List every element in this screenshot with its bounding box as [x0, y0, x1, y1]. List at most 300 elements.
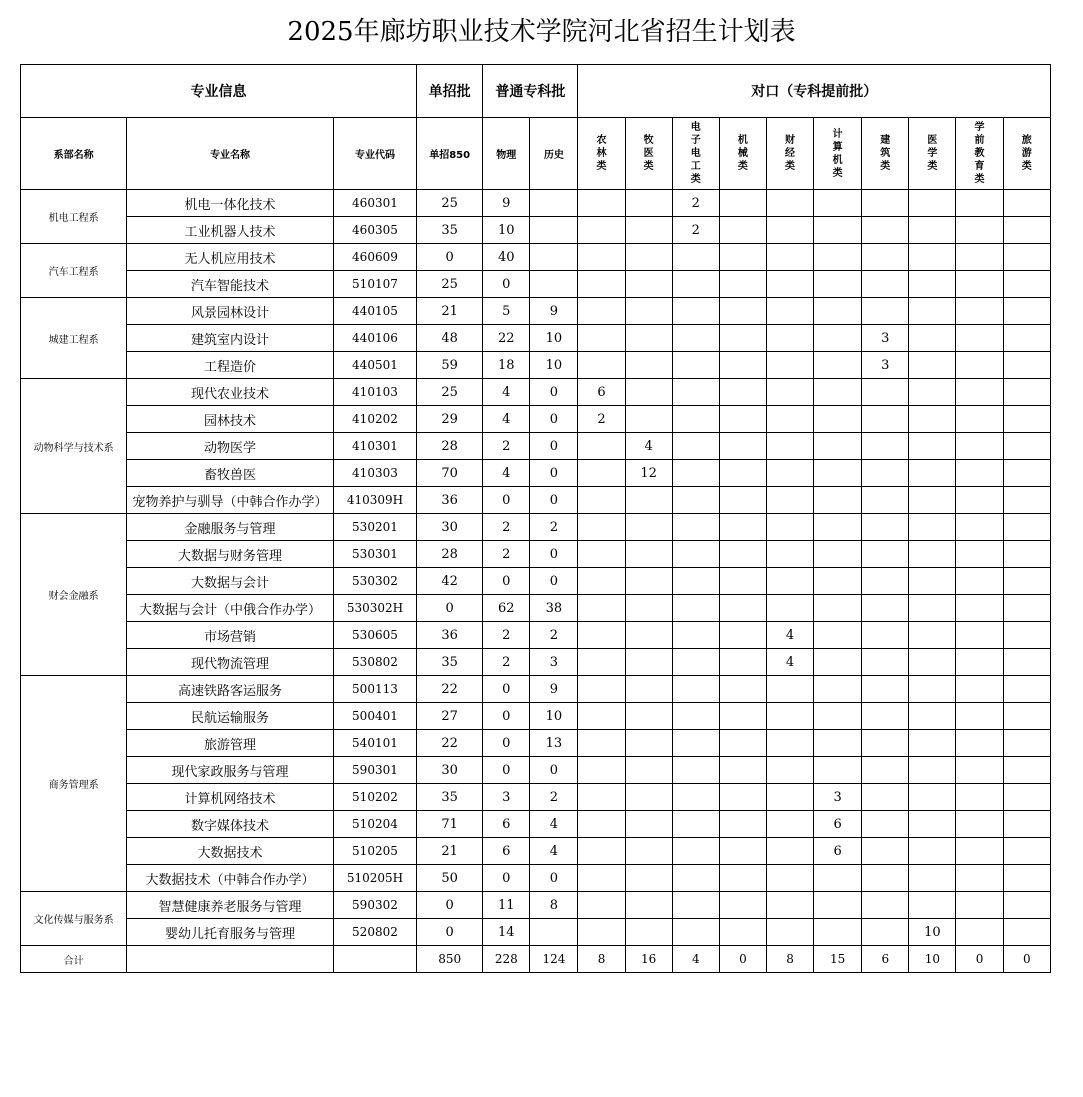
major-name-cell: 建筑室内设计 — [127, 325, 334, 352]
col-header-jixie — [719, 118, 766, 190]
dan-cell: 0 — [417, 919, 483, 946]
dianzi-cell — [672, 595, 719, 622]
jisuanji-cell — [814, 298, 862, 325]
lvyou-cell — [1003, 622, 1050, 649]
dianzi-cell — [672, 487, 719, 514]
yixue-cell — [909, 352, 956, 379]
jianzhu-cell — [862, 676, 909, 703]
xueqian-cell — [956, 271, 1003, 298]
lvyou-cell — [1003, 460, 1050, 487]
code-cell: 440105 — [333, 298, 416, 325]
col-header-jixie-label: 机械类 — [737, 135, 748, 172]
dept-name-cell: 财会金融系 — [21, 514, 127, 676]
dept-name-cell: 城建工程系 — [21, 298, 127, 379]
col-header-major: 专业名称 — [127, 118, 334, 190]
dianzi-cell — [672, 784, 719, 811]
jianzhu-cell — [862, 217, 909, 244]
yixue-cell — [909, 892, 956, 919]
col-header-jianzhu-label: 建筑类 — [880, 135, 891, 172]
dan-cell: 28 — [417, 433, 483, 460]
dan-cell: 0 — [417, 892, 483, 919]
yixue-cell — [909, 703, 956, 730]
yixue-cell — [909, 217, 956, 244]
dianzi-cell — [672, 865, 719, 892]
major-name-cell: 计算机网络技术 — [127, 784, 334, 811]
major-name-cell: 高速铁路客运服务 — [127, 676, 334, 703]
group-header-dan: 单招批 — [417, 65, 483, 118]
wuli-cell: 2 — [483, 622, 530, 649]
dianzi-cell — [672, 298, 719, 325]
code-cell: 540101 — [333, 730, 416, 757]
nonglin-cell — [578, 730, 625, 757]
muyi-cell — [625, 811, 672, 838]
table-row — [21, 541, 1051, 568]
jisuanji-cell — [814, 352, 862, 379]
caijing-cell — [766, 298, 813, 325]
dan-cell: 36 — [417, 622, 483, 649]
wuli-cell: 62 — [483, 595, 530, 622]
dianzi-cell — [672, 892, 719, 919]
yixue-cell — [909, 757, 956, 784]
code-cell: 530302H — [333, 595, 416, 622]
xueqian-cell — [956, 325, 1003, 352]
xueqian-cell — [956, 676, 1003, 703]
lvyou-cell — [1003, 325, 1050, 352]
code-cell: 590302 — [333, 892, 416, 919]
lishi-cell: 9 — [530, 676, 578, 703]
lishi-cell: 0 — [530, 541, 578, 568]
jisuanji-cell — [814, 406, 862, 433]
jianzhu-cell — [862, 784, 909, 811]
lishi-cell: 2 — [530, 514, 578, 541]
nonglin-cell — [578, 217, 625, 244]
code-cell: 460301 — [333, 190, 416, 217]
jixie-cell — [719, 676, 766, 703]
jianzhu-cell — [862, 190, 909, 217]
total-xueqian: 0 — [956, 946, 1003, 973]
yixue-cell — [909, 298, 956, 325]
muyi-cell — [625, 541, 672, 568]
lishi-cell — [530, 217, 578, 244]
jianzhu-cell — [862, 244, 909, 271]
major-name-cell: 大数据与财务管理 — [127, 541, 334, 568]
nonglin-cell — [578, 811, 625, 838]
dan-cell: 25 — [417, 379, 483, 406]
lvyou-cell — [1003, 865, 1050, 892]
dan-cell: 42 — [417, 568, 483, 595]
yixue-cell — [909, 514, 956, 541]
jianzhu-cell — [862, 865, 909, 892]
nonglin-cell — [578, 595, 625, 622]
wuli-cell: 2 — [483, 433, 530, 460]
jisuanji-cell — [814, 595, 862, 622]
table-row — [21, 433, 1051, 460]
lishi-cell: 9 — [530, 298, 578, 325]
xueqian-cell — [956, 514, 1003, 541]
wuli-cell: 0 — [483, 757, 530, 784]
nonglin-cell — [578, 460, 625, 487]
lishi-cell — [530, 244, 578, 271]
dianzi-cell — [672, 541, 719, 568]
wuli-cell: 5 — [483, 298, 530, 325]
major-name-cell: 机电一体化技术 — [127, 190, 334, 217]
dan-cell: 25 — [417, 271, 483, 298]
wuli-cell: 0 — [483, 271, 530, 298]
jianzhu-cell — [862, 568, 909, 595]
xueqian-cell — [956, 838, 1003, 865]
wuli-cell: 40 — [483, 244, 530, 271]
nonglin-cell — [578, 649, 625, 676]
dan-cell: 0 — [417, 595, 483, 622]
caijing-cell — [766, 838, 813, 865]
dan-cell: 22 — [417, 730, 483, 757]
major-name-cell: 大数据与会计 — [127, 568, 334, 595]
code-cell: 510205H — [333, 865, 416, 892]
dianzi-cell: 2 — [672, 190, 719, 217]
wuli-cell: 0 — [483, 703, 530, 730]
jianzhu-cell — [862, 460, 909, 487]
dianzi-cell — [672, 244, 719, 271]
lishi-cell: 0 — [530, 487, 578, 514]
caijing-cell — [766, 460, 813, 487]
xueqian-cell — [956, 190, 1003, 217]
col-header-jianzhu — [862, 118, 909, 190]
muyi-cell — [625, 514, 672, 541]
major-name-cell: 智慧健康养老服务与管理 — [127, 892, 334, 919]
caijing-cell — [766, 892, 813, 919]
col-header-code: 专业代码 — [333, 118, 416, 190]
table-row — [21, 217, 1051, 244]
table-row — [21, 271, 1051, 298]
total-caijing: 8 — [766, 946, 813, 973]
table-row — [21, 622, 1051, 649]
xueqian-cell — [956, 649, 1003, 676]
lishi-cell: 3 — [530, 649, 578, 676]
lvyou-cell — [1003, 838, 1050, 865]
dianzi-cell — [672, 919, 719, 946]
muyi-cell — [625, 325, 672, 352]
lishi-cell: 4 — [530, 838, 578, 865]
major-name-cell: 大数据技术（中韩合作办学） — [127, 865, 334, 892]
yixue-cell — [909, 487, 956, 514]
total-jianzhu: 6 — [862, 946, 909, 973]
total-wuli: 228 — [483, 946, 530, 973]
nonglin-cell — [578, 298, 625, 325]
muyi-cell — [625, 487, 672, 514]
table-row — [21, 865, 1051, 892]
total-muyi: 16 — [625, 946, 672, 973]
code-cell: 410303 — [333, 460, 416, 487]
dianzi-cell — [672, 325, 719, 352]
dan-cell: 27 — [417, 703, 483, 730]
jisuanji-cell — [814, 379, 862, 406]
yixue-cell — [909, 865, 956, 892]
dianzi-cell — [672, 757, 719, 784]
jianzhu-cell — [862, 271, 909, 298]
total-lvyou: 0 — [1003, 946, 1050, 973]
jixie-cell — [719, 595, 766, 622]
dan-cell: 59 — [417, 352, 483, 379]
dianzi-cell — [672, 649, 719, 676]
jixie-cell — [719, 406, 766, 433]
jixie-cell — [719, 217, 766, 244]
jisuanji-cell — [814, 541, 862, 568]
major-name-cell: 大数据技术 — [127, 838, 334, 865]
jisuanji-cell — [814, 514, 862, 541]
caijing-cell — [766, 190, 813, 217]
xueqian-cell — [956, 298, 1003, 325]
lishi-cell — [530, 190, 578, 217]
jianzhu-cell — [862, 379, 909, 406]
yixue-cell: 10 — [909, 919, 956, 946]
lvyou-cell — [1003, 244, 1050, 271]
table-row — [21, 190, 1051, 217]
lvyou-cell — [1003, 541, 1050, 568]
lvyou-cell — [1003, 676, 1050, 703]
dianzi-cell — [672, 460, 719, 487]
nonglin-cell — [578, 487, 625, 514]
code-cell: 530605 — [333, 622, 416, 649]
lishi-cell: 0 — [530, 757, 578, 784]
xueqian-cell — [956, 865, 1003, 892]
xueqian-cell — [956, 487, 1003, 514]
code-cell: 440501 — [333, 352, 416, 379]
code-cell: 410309H — [333, 487, 416, 514]
xueqian-cell — [956, 811, 1003, 838]
lvyou-cell — [1003, 487, 1050, 514]
yixue-cell — [909, 838, 956, 865]
jixie-cell — [719, 919, 766, 946]
muyi-cell — [625, 217, 672, 244]
caijing-cell — [766, 217, 813, 244]
dan-cell: 36 — [417, 487, 483, 514]
wuli-cell: 0 — [483, 676, 530, 703]
dept-name-cell: 商务管理系 — [21, 676, 127, 892]
xueqian-cell — [956, 379, 1003, 406]
lvyou-cell — [1003, 649, 1050, 676]
caijing-cell — [766, 487, 813, 514]
major-name-cell: 动物医学 — [127, 433, 334, 460]
jixie-cell — [719, 622, 766, 649]
code-cell: 530201 — [333, 514, 416, 541]
jianzhu-cell: 3 — [862, 352, 909, 379]
table-row — [21, 325, 1051, 352]
yixue-cell — [909, 541, 956, 568]
col-header-dianzi-label: 电子电工类 — [690, 122, 701, 185]
dan-cell: 70 — [417, 460, 483, 487]
wuli-cell: 18 — [483, 352, 530, 379]
dianzi-cell — [672, 676, 719, 703]
jisuanji-cell — [814, 865, 862, 892]
jisuanji-cell — [814, 676, 862, 703]
major-name-cell: 金融服务与管理 — [127, 514, 334, 541]
nonglin-cell — [578, 433, 625, 460]
muyi-cell — [625, 649, 672, 676]
jixie-cell — [719, 757, 766, 784]
yixue-cell — [909, 730, 956, 757]
caijing-cell — [766, 595, 813, 622]
col-header-nonglin — [578, 118, 625, 190]
yixue-cell — [909, 406, 956, 433]
dianzi-cell — [672, 406, 719, 433]
nonglin-cell — [578, 676, 625, 703]
caijing-cell — [766, 757, 813, 784]
dan-cell: 28 — [417, 541, 483, 568]
jisuanji-cell — [814, 919, 862, 946]
jianzhu-cell — [862, 487, 909, 514]
code-cell: 510107 — [333, 271, 416, 298]
code-cell: 510205 — [333, 838, 416, 865]
lvyou-cell — [1003, 730, 1050, 757]
jisuanji-cell: 6 — [814, 811, 862, 838]
nonglin-cell — [578, 271, 625, 298]
table-row — [21, 676, 1051, 703]
caijing-cell — [766, 919, 813, 946]
muyi-cell: 4 — [625, 433, 672, 460]
lishi-cell: 0 — [530, 460, 578, 487]
muyi-cell — [625, 568, 672, 595]
group-header-info: 专业信息 — [21, 65, 417, 118]
caijing-cell — [766, 514, 813, 541]
lvyou-cell — [1003, 217, 1050, 244]
jianzhu-cell — [862, 703, 909, 730]
wuli-cell: 11 — [483, 892, 530, 919]
lishi-cell: 10 — [530, 325, 578, 352]
jianzhu-cell — [862, 730, 909, 757]
caijing-cell — [766, 379, 813, 406]
jisuanji-cell — [814, 649, 862, 676]
xueqian-cell — [956, 730, 1003, 757]
nonglin-cell — [578, 757, 625, 784]
wuli-cell: 14 — [483, 919, 530, 946]
wuli-cell: 22 — [483, 325, 530, 352]
caijing-cell — [766, 406, 813, 433]
wuli-cell: 4 — [483, 406, 530, 433]
yixue-cell — [909, 568, 956, 595]
xueqian-cell — [956, 757, 1003, 784]
dianzi-cell — [672, 379, 719, 406]
yixue-cell — [909, 244, 956, 271]
xueqian-cell — [956, 568, 1003, 595]
muyi-cell — [625, 892, 672, 919]
dianzi-cell — [672, 568, 719, 595]
jixie-cell — [719, 433, 766, 460]
lishi-cell: 0 — [530, 433, 578, 460]
dan-cell: 30 — [417, 757, 483, 784]
xueqian-cell — [956, 433, 1003, 460]
dianzi-cell — [672, 352, 719, 379]
nonglin-cell: 6 — [578, 379, 625, 406]
nonglin-cell: 2 — [578, 406, 625, 433]
col-header-dept: 系部名称 — [21, 118, 127, 190]
code-cell: 410202 — [333, 406, 416, 433]
table-row — [21, 568, 1051, 595]
jianzhu-cell — [862, 433, 909, 460]
wuli-cell: 0 — [483, 568, 530, 595]
lishi-cell: 0 — [530, 568, 578, 595]
xueqian-cell — [956, 784, 1003, 811]
lishi-cell: 8 — [530, 892, 578, 919]
wuli-cell: 4 — [483, 379, 530, 406]
wuli-cell: 9 — [483, 190, 530, 217]
jianzhu-cell — [862, 757, 909, 784]
wuli-cell: 4 — [483, 460, 530, 487]
table-row — [21, 460, 1051, 487]
lishi-cell: 0 — [530, 406, 578, 433]
nonglin-cell — [578, 892, 625, 919]
lvyou-cell — [1003, 703, 1050, 730]
lvyou-cell — [1003, 892, 1050, 919]
jixie-cell — [719, 649, 766, 676]
caijing-cell: 4 — [766, 649, 813, 676]
wuli-cell: 0 — [483, 730, 530, 757]
lishi-cell — [530, 271, 578, 298]
jixie-cell — [719, 703, 766, 730]
page-title: 2025年廊坊职业技术学院河北省招生计划表 — [287, 17, 796, 47]
muyi-cell — [625, 676, 672, 703]
table-row — [21, 595, 1051, 622]
yixue-cell — [909, 676, 956, 703]
xueqian-cell — [956, 406, 1003, 433]
jisuanji-cell — [814, 622, 862, 649]
major-name-cell: 园林技术 — [127, 406, 334, 433]
muyi-cell — [625, 919, 672, 946]
lishi-cell: 10 — [530, 703, 578, 730]
yixue-cell — [909, 271, 956, 298]
lvyou-cell — [1003, 757, 1050, 784]
lishi-cell: 13 — [530, 730, 578, 757]
jixie-cell — [719, 379, 766, 406]
jianzhu-cell — [862, 622, 909, 649]
lvyou-cell — [1003, 379, 1050, 406]
col-header-xueqian — [956, 118, 1003, 190]
jixie-cell — [719, 865, 766, 892]
nonglin-cell — [578, 838, 625, 865]
nonglin-cell — [578, 622, 625, 649]
table-row — [21, 352, 1051, 379]
lvyou-cell — [1003, 352, 1050, 379]
dianzi-cell: 2 — [672, 217, 719, 244]
caijing-cell — [766, 568, 813, 595]
jixie-cell — [719, 460, 766, 487]
muyi-cell — [625, 190, 672, 217]
dianzi-cell — [672, 838, 719, 865]
lishi-cell: 38 — [530, 595, 578, 622]
col-header-muyi-label: 牧医类 — [643, 135, 654, 172]
lishi-cell: 0 — [530, 865, 578, 892]
jisuanji-cell — [814, 433, 862, 460]
yixue-cell — [909, 622, 956, 649]
caijing-cell — [766, 325, 813, 352]
code-cell: 500113 — [333, 676, 416, 703]
enrollment-table — [20, 64, 1051, 973]
jixie-cell — [719, 811, 766, 838]
jixie-cell — [719, 190, 766, 217]
total-row — [21, 946, 1051, 973]
major-name-cell: 工业机器人技术 — [127, 217, 334, 244]
caijing-cell — [766, 352, 813, 379]
code-cell: 520802 — [333, 919, 416, 946]
jixie-cell — [719, 271, 766, 298]
muyi-cell — [625, 298, 672, 325]
total-nonglin: 8 — [578, 946, 625, 973]
jixie-cell — [719, 541, 766, 568]
wuli-cell: 3 — [483, 784, 530, 811]
code-cell: 460305 — [333, 217, 416, 244]
xueqian-cell — [956, 244, 1003, 271]
caijing-cell: 4 — [766, 622, 813, 649]
dianzi-cell — [672, 703, 719, 730]
